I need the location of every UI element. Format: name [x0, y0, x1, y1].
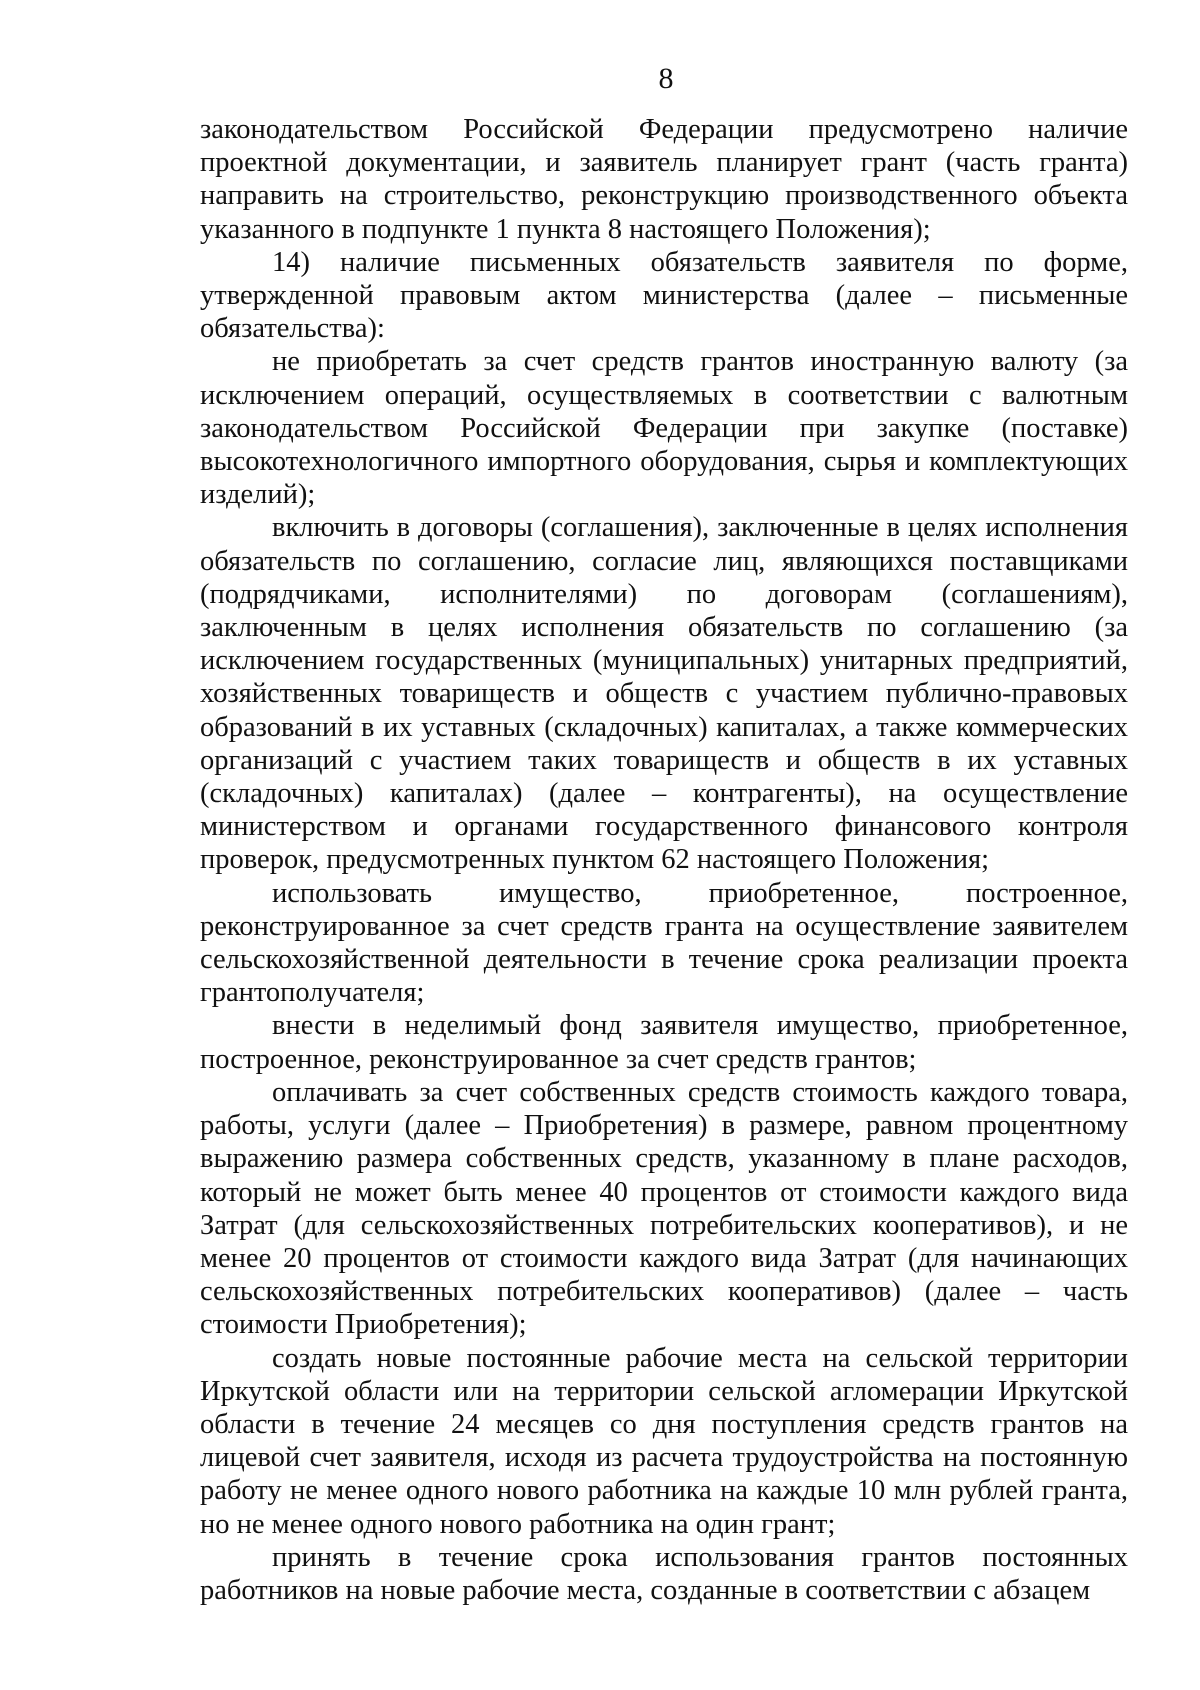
paragraph-obligation-indivisible-fund: внести в неделимый фонд заявителя имущество, приобретенное, построенное, реконструированное за счет средств грантов; [200, 1010, 1128, 1075]
paragraph-obligation-hire-workers: принять в течение срока использования грантов постоянных работников на новые рабочие места, созданные в соответствии с абзацем [200, 1541, 1128, 1606]
paragraph-item-14: 14) наличие письменных обязательств заявителя по форме, утвержденной правовым актом министерства (далее – письменные обязательства): [200, 246, 1128, 345]
paragraph-obligation-contracts: включить в договоры (соглашения), заключенные в целях исполнения обязательств по соглашению, согласие лиц, являющихся поставщиками (подрядчиками, исполнителями) по договорам (соглашениям), заключенным в целях исполнения обязательств по соглашению (за исключением государственных (муниципальных) унитарных предприятий, хозяйственных товариществ и обществ с участием публично-правовых образований в их уставных (складочных) капиталах, а также коммерческих организаций с участием таких товариществ и обществ в их уставных (складочных) капиталах) (далее – контрагенты), на осуществление министерством и органами государственного финансового контроля проверок, предусмотренных пунктом 62 настоящего Положения; [200, 512, 1128, 876]
page-number: 8 [658, 62, 674, 95]
paragraph-obligation-currency: не приобретать за счет средств грантов иностранную валюту (за исключением операций, осуществляемых в соответствии с валютным законодательством Российской Федерации при закупке (поставке) высокотехнологичного импортного оборудования, сырья и комплектующих изделий); [200, 346, 1128, 511]
paragraph-continuation: законодательством Российской Федерации предусмотрено наличие проектной документации, и заявитель планирует грант (часть гранта) направить на строительство, реконструкцию производственного объекта указанного в подпункте 1 пункта 8 настоящего Положения); [200, 114, 1128, 245]
paragraph-obligation-own-funds: оплачивать за счет собственных средств стоимость каждого товара, работы, услуги (далее – Приобретения) в размере, равном процентному выражению размера собственных средств, указанному в плане расходов, который не может быть менее 40 процентов от стоимости каждого вида Затрат (для сельскохозяйственных потребительских кооперативов), и не менее 20 процентов от стоимости каждого вида Затрат (для начинающих сельскохозяйственных потребительских кооперативов) (далее – часть стоимости Приобретения); [200, 1076, 1128, 1341]
paragraph-obligation-new-jobs: создать новые постоянные рабочие места на сельской территории Иркутской области или на территории сельской агломерации Иркутской области в течение 24 месяцев со дня поступления средств грантов на лицевой счет заявителя, исходя из расчета трудоустройства на постоянную работу не менее одного нового работника на каждые 10 млн рублей гранта, но не менее одного нового работника на один грант; [200, 1342, 1128, 1540]
paragraph-obligation-property-use: использовать имущество, приобретенное, построенное, реконструированное за счет средств гранта на осуществление заявителем сельскохозяйственной деятельности в течение срока реализации проекта грантополучателя; [200, 877, 1128, 1009]
document-body [200, 113, 1128, 1607]
